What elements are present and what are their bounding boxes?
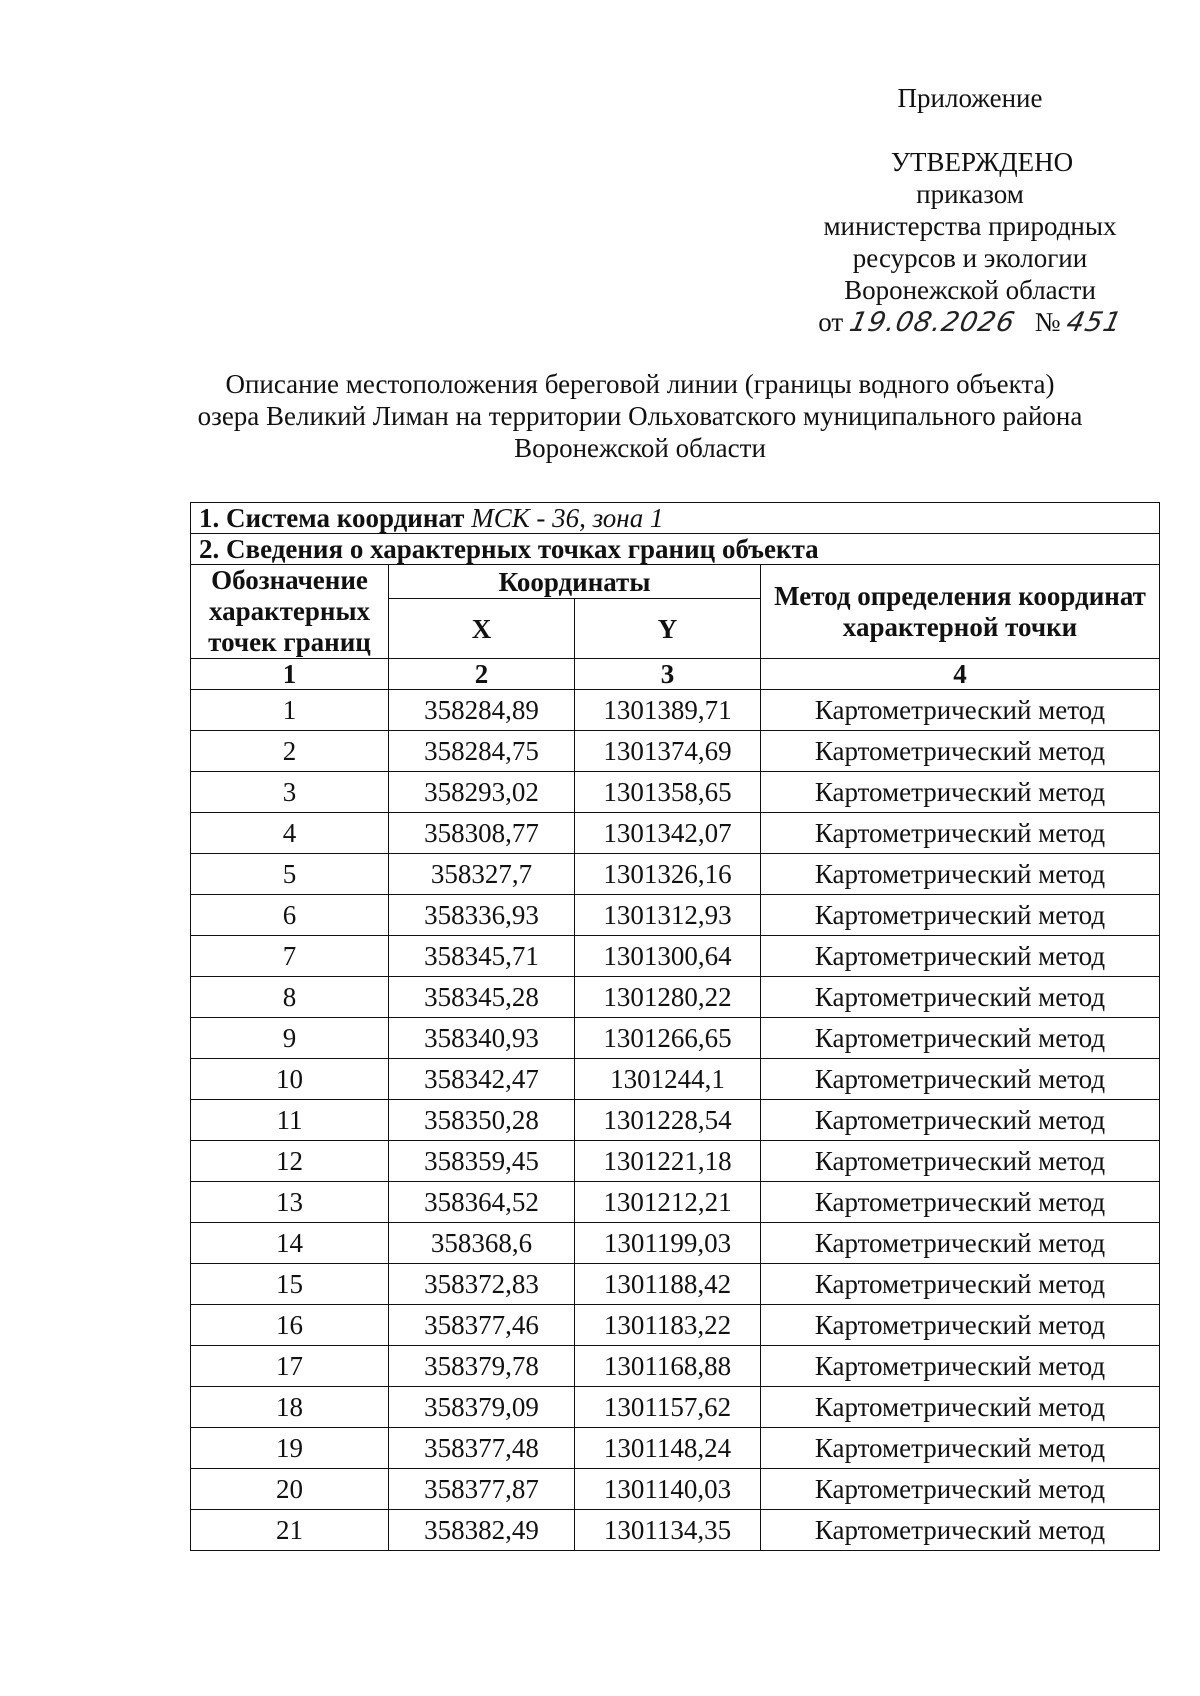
x-coordinate-cell: 358340,93 (389, 1018, 575, 1059)
method-cell: Картометрический метод (761, 1428, 1160, 1469)
column-number: 1 (191, 659, 389, 690)
x-coordinate-cell: 358359,45 (389, 1141, 575, 1182)
y-coordinate-cell: 1301280,22 (575, 977, 761, 1018)
table-row (191, 772, 1160, 813)
x-coordinate-cell: 358345,71 (389, 936, 575, 977)
method-cell: Картометрический метод (761, 813, 1160, 854)
x-coordinate-cell: 358336,93 (389, 895, 575, 936)
y-coordinate-cell: 1301168,88 (575, 1346, 761, 1387)
x-coordinate-cell: 358379,09 (389, 1387, 575, 1428)
point-number-cell: 2 (191, 731, 389, 772)
point-number-cell: 14 (191, 1223, 389, 1264)
table-row (191, 1182, 1160, 1223)
approval-line: министерства природных (823, 211, 1117, 241)
y-coordinate-cell: 1301199,03 (575, 1223, 761, 1264)
appendix-label: Приложение (897, 83, 1043, 113)
table-row (191, 1469, 1160, 1510)
table-row (191, 1510, 1160, 1551)
method-cell: Картометрический метод (761, 1059, 1160, 1100)
order-date-number (760, 306, 1180, 338)
method-cell: Картометрический метод (761, 1182, 1160, 1223)
column-number: 4 (761, 659, 1160, 690)
boundary-points-table (190, 502, 1160, 1551)
method-cell: Картометрический метод (761, 1510, 1160, 1551)
point-number-cell: 13 (191, 1182, 389, 1223)
table-row (191, 1141, 1160, 1182)
point-number-cell: 11 (191, 1100, 389, 1141)
x-coordinate-cell: 358342,47 (389, 1059, 575, 1100)
approval-block (760, 146, 1180, 338)
method-cell: Картометрический метод (761, 690, 1160, 731)
x-coordinate-cell: 358350,28 (389, 1100, 575, 1141)
x-coordinate-cell: 358379,78 (389, 1346, 575, 1387)
x-coordinate-cell: 358308,77 (389, 813, 575, 854)
x-coordinate-cell: 358372,83 (389, 1264, 575, 1305)
table-row (191, 1223, 1160, 1264)
point-number-cell: 6 (191, 895, 389, 936)
title-line: озера Великий Лиман на территории Ольховатского муниципального района (197, 401, 1083, 431)
point-number-cell: 9 (191, 1018, 389, 1059)
table-row (191, 1018, 1160, 1059)
order-number: 451 (1064, 307, 1126, 338)
point-number-cell: 16 (191, 1305, 389, 1346)
y-coordinate-cell: 1301266,65 (575, 1018, 761, 1059)
method-cell: Картометрический метод (761, 1018, 1160, 1059)
method-cell: Картометрический метод (761, 731, 1160, 772)
header-x: X (389, 599, 575, 659)
point-number-cell: 20 (191, 1469, 389, 1510)
y-coordinate-cell: 1301244,1 (575, 1059, 761, 1100)
method-cell: Картометрический метод (761, 1387, 1160, 1428)
x-coordinate-cell: 358377,87 (389, 1469, 575, 1510)
coordinate-system-value: МСК - 36, зона 1 (471, 503, 664, 533)
y-coordinate-cell: 1301342,07 (575, 813, 761, 854)
x-coordinate-cell: 358377,46 (389, 1305, 575, 1346)
table-row (191, 936, 1160, 977)
y-coordinate-cell: 1301134,35 (575, 1510, 761, 1551)
method-cell: Картометрический метод (761, 854, 1160, 895)
method-cell: Картометрический метод (761, 895, 1160, 936)
table-row (191, 1305, 1160, 1346)
point-number-cell: 19 (191, 1428, 389, 1469)
method-cell: Картометрический метод (761, 977, 1160, 1018)
point-number-cell: 5 (191, 854, 389, 895)
table-row (191, 1387, 1160, 1428)
header-coordinates: Координаты (389, 565, 761, 599)
y-coordinate-cell: 1301148,24 (575, 1428, 761, 1469)
column-number: 3 (575, 659, 761, 690)
column-number: 2 (389, 659, 575, 690)
point-number-cell: 10 (191, 1059, 389, 1100)
table-row (191, 731, 1160, 772)
y-coordinate-cell: 1301221,18 (575, 1141, 761, 1182)
point-number-cell: 4 (191, 813, 389, 854)
y-coordinate-cell: 1301312,93 (575, 895, 761, 936)
order-date: 19.08.2026 (846, 307, 1018, 338)
table-row (191, 813, 1160, 854)
point-number-cell: 7 (191, 936, 389, 977)
table-row (191, 1100, 1160, 1141)
y-coordinate-cell: 1301212,21 (575, 1182, 761, 1223)
y-coordinate-cell: 1301300,64 (575, 936, 761, 977)
method-cell: Картометрический метод (761, 1100, 1160, 1141)
y-coordinate-cell: 1301389,71 (575, 690, 761, 731)
point-number-cell: 21 (191, 1510, 389, 1551)
method-cell: Картометрический метод (761, 1141, 1160, 1182)
header-method: Метод определения координат характерной точки (761, 565, 1160, 659)
y-coordinate-cell: 1301188,42 (575, 1264, 761, 1305)
title-line: Воронежской области (514, 433, 766, 463)
x-coordinate-cell: 358368,6 (389, 1223, 575, 1264)
method-cell: Картометрический метод (761, 772, 1160, 813)
x-coordinate-cell: 358377,48 (389, 1428, 575, 1469)
document-title (150, 368, 1130, 464)
y-coordinate-cell: 1301326,16 (575, 854, 761, 895)
table-row (191, 895, 1160, 936)
coordinate-system-row (191, 503, 1160, 534)
point-number-cell: 1 (191, 690, 389, 731)
approved-label: УТВЕРЖДЕНО (890, 147, 1074, 177)
table-row (191, 1346, 1160, 1387)
number-prefix: № (1034, 307, 1061, 337)
date-prefix: от (818, 307, 844, 337)
table-row (191, 854, 1160, 895)
x-coordinate-cell: 358284,89 (389, 690, 575, 731)
y-coordinate-cell: 1301183,22 (575, 1305, 761, 1346)
y-coordinate-cell: 1301228,54 (575, 1100, 761, 1141)
table-row (191, 977, 1160, 1018)
method-cell: Картометрический метод (761, 1305, 1160, 1346)
approval-line: ресурсов и экологии (852, 243, 1088, 273)
y-coordinate-cell: 1301157,62 (575, 1387, 761, 1428)
table-row (191, 1059, 1160, 1100)
title-line: Описание местоположения береговой линии (границы водного объекта) (225, 369, 1055, 399)
y-coordinate-cell: 1301140,03 (575, 1469, 761, 1510)
point-number-cell: 18 (191, 1387, 389, 1428)
point-number-cell: 17 (191, 1346, 389, 1387)
x-coordinate-cell: 358327,7 (389, 854, 575, 895)
point-number-cell: 12 (191, 1141, 389, 1182)
x-coordinate-cell: 358293,02 (389, 772, 575, 813)
table-row (191, 690, 1160, 731)
method-cell: Картометрический метод (761, 1346, 1160, 1387)
x-coordinate-cell: 358382,49 (389, 1510, 575, 1551)
header-y: Y (575, 599, 761, 659)
header-point-designation: Обозначение характерных точек границ (191, 565, 389, 659)
table-row (191, 1428, 1160, 1469)
point-number-cell: 15 (191, 1264, 389, 1305)
table-row (191, 1264, 1160, 1305)
method-cell: Картометрический метод (761, 936, 1160, 977)
approval-line: приказом (916, 179, 1024, 209)
approval-line: Воронежской области (844, 275, 1096, 305)
method-cell: Картометрический метод (761, 1469, 1160, 1510)
point-number-cell: 8 (191, 977, 389, 1018)
coordinate-system-label: 1. Система координат (199, 503, 465, 533)
y-coordinate-cell: 1301358,65 (575, 772, 761, 813)
points-section-row: 2. Сведения о характерных точках границ объекта (191, 534, 1160, 565)
method-cell: Картометрический метод (761, 1264, 1160, 1305)
y-coordinate-cell: 1301374,69 (575, 731, 761, 772)
x-coordinate-cell: 358364,52 (389, 1182, 575, 1223)
method-cell: Картометрический метод (761, 1223, 1160, 1264)
x-coordinate-cell: 358345,28 (389, 977, 575, 1018)
point-number-cell: 3 (191, 772, 389, 813)
x-coordinate-cell: 358284,75 (389, 731, 575, 772)
